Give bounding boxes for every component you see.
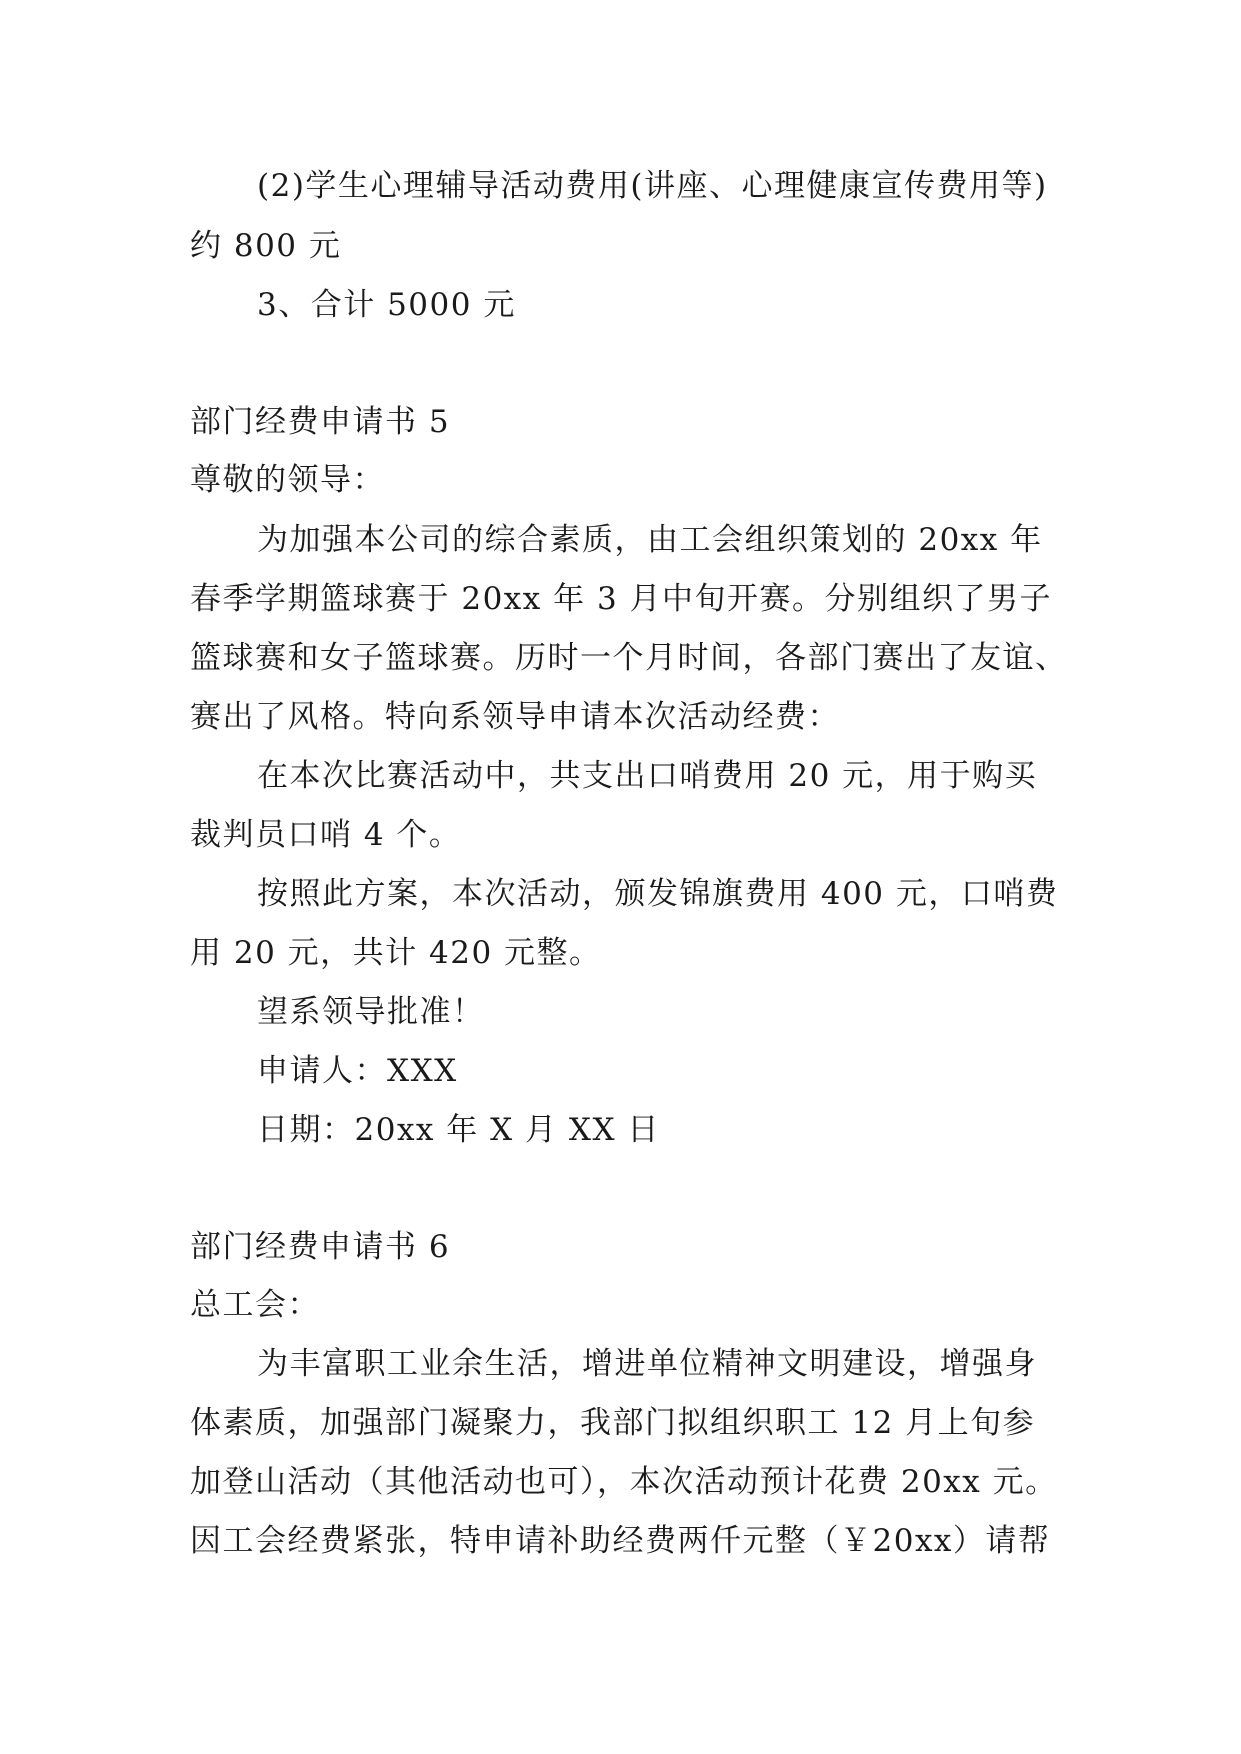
section6-para1-line3: 加登山活动（其他活动也可），本次活动预计花费 20xx 元。 — [190, 1464, 1058, 1500]
section5-closing: 望系领导批准！ — [257, 994, 485, 1030]
section6-heading: 部门经费申请书 6 — [190, 1229, 451, 1265]
section6-para1-line1: 为丰富职工业余生活，增进单位精神文明建设，增强身 — [257, 1346, 1037, 1382]
section5-para2-line2: 裁判员口哨 4 个。 — [190, 817, 462, 853]
section6-salutation: 总工会： — [190, 1287, 320, 1323]
section5-applicant: 申请人：XXX — [257, 1053, 458, 1089]
item2-line1: (2)学生心理辅导活动费用(讲座、心理健康宣传费用等) — [257, 168, 1048, 204]
section5-salutation: 尊敬的领导： — [190, 462, 385, 498]
section5-para2-line1: 在本次比赛活动中，共支出口哨费用 20 元，用于购买 — [257, 758, 1038, 794]
section5-para3-line2: 用 20 元，共计 420 元整。 — [190, 935, 602, 971]
section5-para1-line3: 篮球赛和女子篮球赛。历时一个月时间，各部门赛出了友谊、 — [190, 640, 1068, 676]
section5-para3-line1: 按照此方案，本次活动，颁发锦旗费用 400 元，口哨费 — [257, 876, 1059, 912]
section6-para1-line4: 因工会经费紧张，特申请补助经费两仟元整（￥20xx）请帮 — [190, 1523, 1051, 1559]
item2-line2: 约 800 元 — [190, 228, 342, 264]
section5-para1-line1: 为加强本公司的综合素质，由工会组织策划的 20xx 年 — [257, 522, 1043, 558]
section5-para1-line4: 赛出了风格。特向系领导申请本次活动经费： — [190, 699, 840, 735]
section5-date: 日期：20xx 年 X 月 XX 日 — [257, 1112, 660, 1148]
section5-para1-line2: 春季学期篮球赛于 20xx 年 3 月中旬开赛。分别组织了男子 — [190, 581, 1053, 617]
section6-para1-line2: 体素质，加强部门凝聚力，我部门拟组织职工 12 月上旬参 — [190, 1405, 1036, 1441]
item3-total: 3、合计 5000 元 — [257, 287, 516, 323]
section5-heading: 部门经费申请书 5 — [190, 404, 451, 440]
